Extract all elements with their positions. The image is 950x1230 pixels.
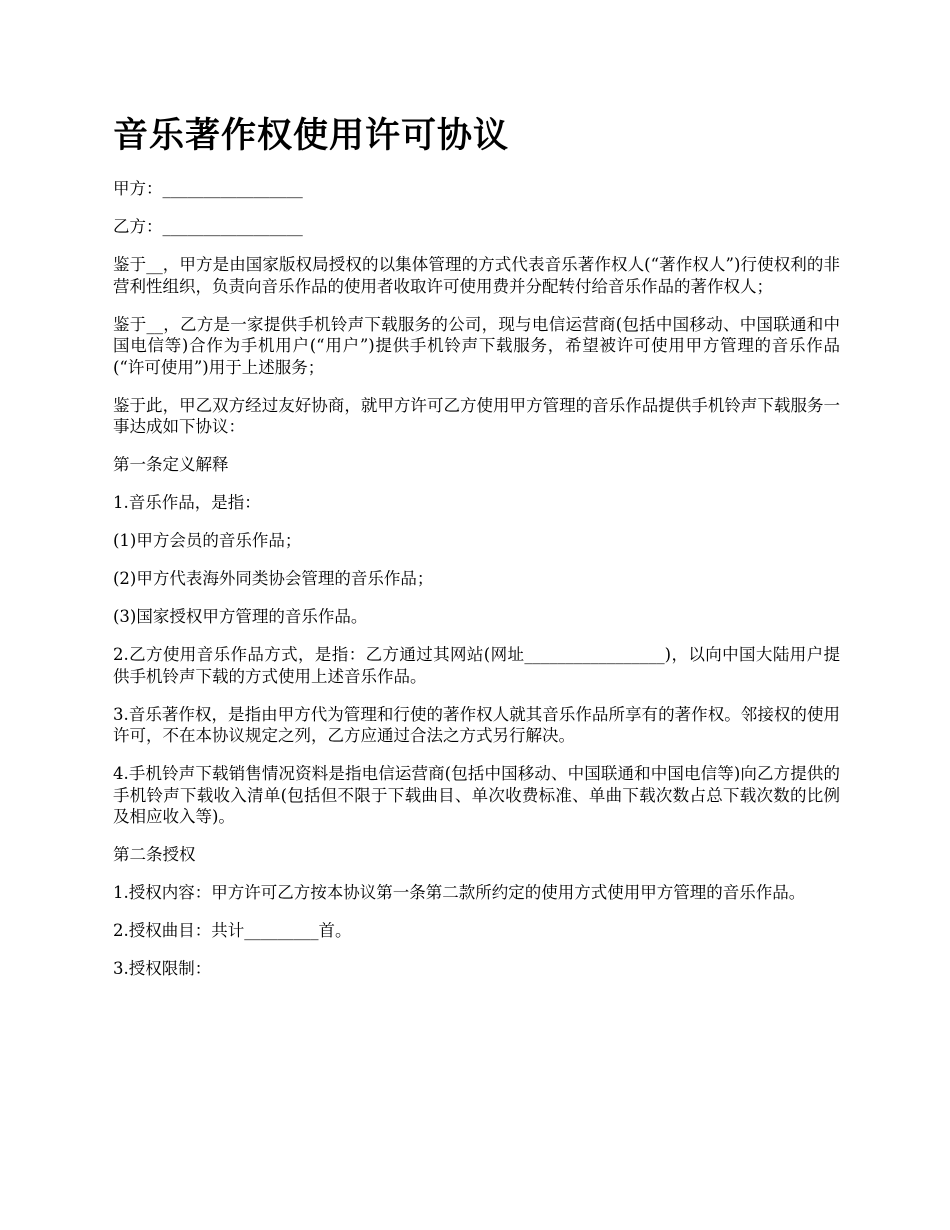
party-b-line: 乙方：_________________ (113, 217, 303, 236)
clause-1-1-item-3: (3)国家授权甲方管理的音乐作品。 (113, 607, 368, 626)
article-1-heading: 第一条定义解释 (113, 455, 229, 474)
clause-2-3: 3.授权限制： (113, 959, 212, 978)
clause-2-1: 1.授权内容：甲方许可乙方按本协议第一条第二款所约定的使用方式使用甲方管理的音乐作品。 (113, 883, 806, 902)
party-a-line: 甲方：_________________ (113, 179, 303, 198)
clause-1-2: 2.乙方使用音乐作品方式，是指：乙方通过其网站(网址_________________)，以向中国大陆用户提供手机铃声下载的方式使用上述音乐作品。 (113, 645, 840, 686)
article-2-heading: 第二条授权 (113, 845, 196, 864)
clause-1-3: 3.音乐著作权，是指由甲方代为管理和行使的著作权人就其音乐作品所享有的著作权。邻接权的使用许可，不在本协议规定之列，乙方应通过合法之方式另行解决。 (113, 704, 840, 745)
clause-1-1: 1.音乐作品，是指： (113, 493, 261, 512)
clause-2-2: 2.授权曲目：共计_________首。 (113, 921, 352, 940)
recital-party-b: 鉴于__，乙方是一家提供手机铃声下载服务的公司，现与电信运营商(包括中国移动、中国联通和中国电信等)合作为手机用户(“用户”)提供手机铃声下载服务，希望被许可使用甲方管理的音乐作品(“许可使用”)用于上述服务； (113, 314, 840, 377)
clause-1-1-item-2: (2)甲方代表海外同类协会管理的音乐作品； (113, 569, 434, 588)
clause-1-1-item-1: (1)甲方会员的音乐作品； (113, 531, 302, 550)
recital-party-a: 鉴于__，甲方是由国家版权局授权的以集体管理的方式代表音乐著作权人(“著作权人”)行使权利的非营利性组织，负责向音乐作品的使用者收取许可使用费并分配转付给音乐作品的著作权人； (113, 255, 840, 296)
document-page (113, 108, 840, 996)
clause-1-4: 4.手机铃声下载销售情况资料是指电信运营商(包括中国移动、中国联通和中国电信等)向乙方提供的手机铃声下载收入清单(包括但不限于下载曲目、单次收费标准、单曲下载次数占总下载次数的比例及相应收入等)。 (113, 764, 840, 826)
document-title: 音乐著作权使用许可协议 (113, 116, 510, 156)
recital-agreement: 鉴于此，甲乙双方经过友好协商，就甲方许可乙方使用甲方管理的音乐作品提供手机铃声下载服务一事达成如下协议： (113, 395, 840, 436)
